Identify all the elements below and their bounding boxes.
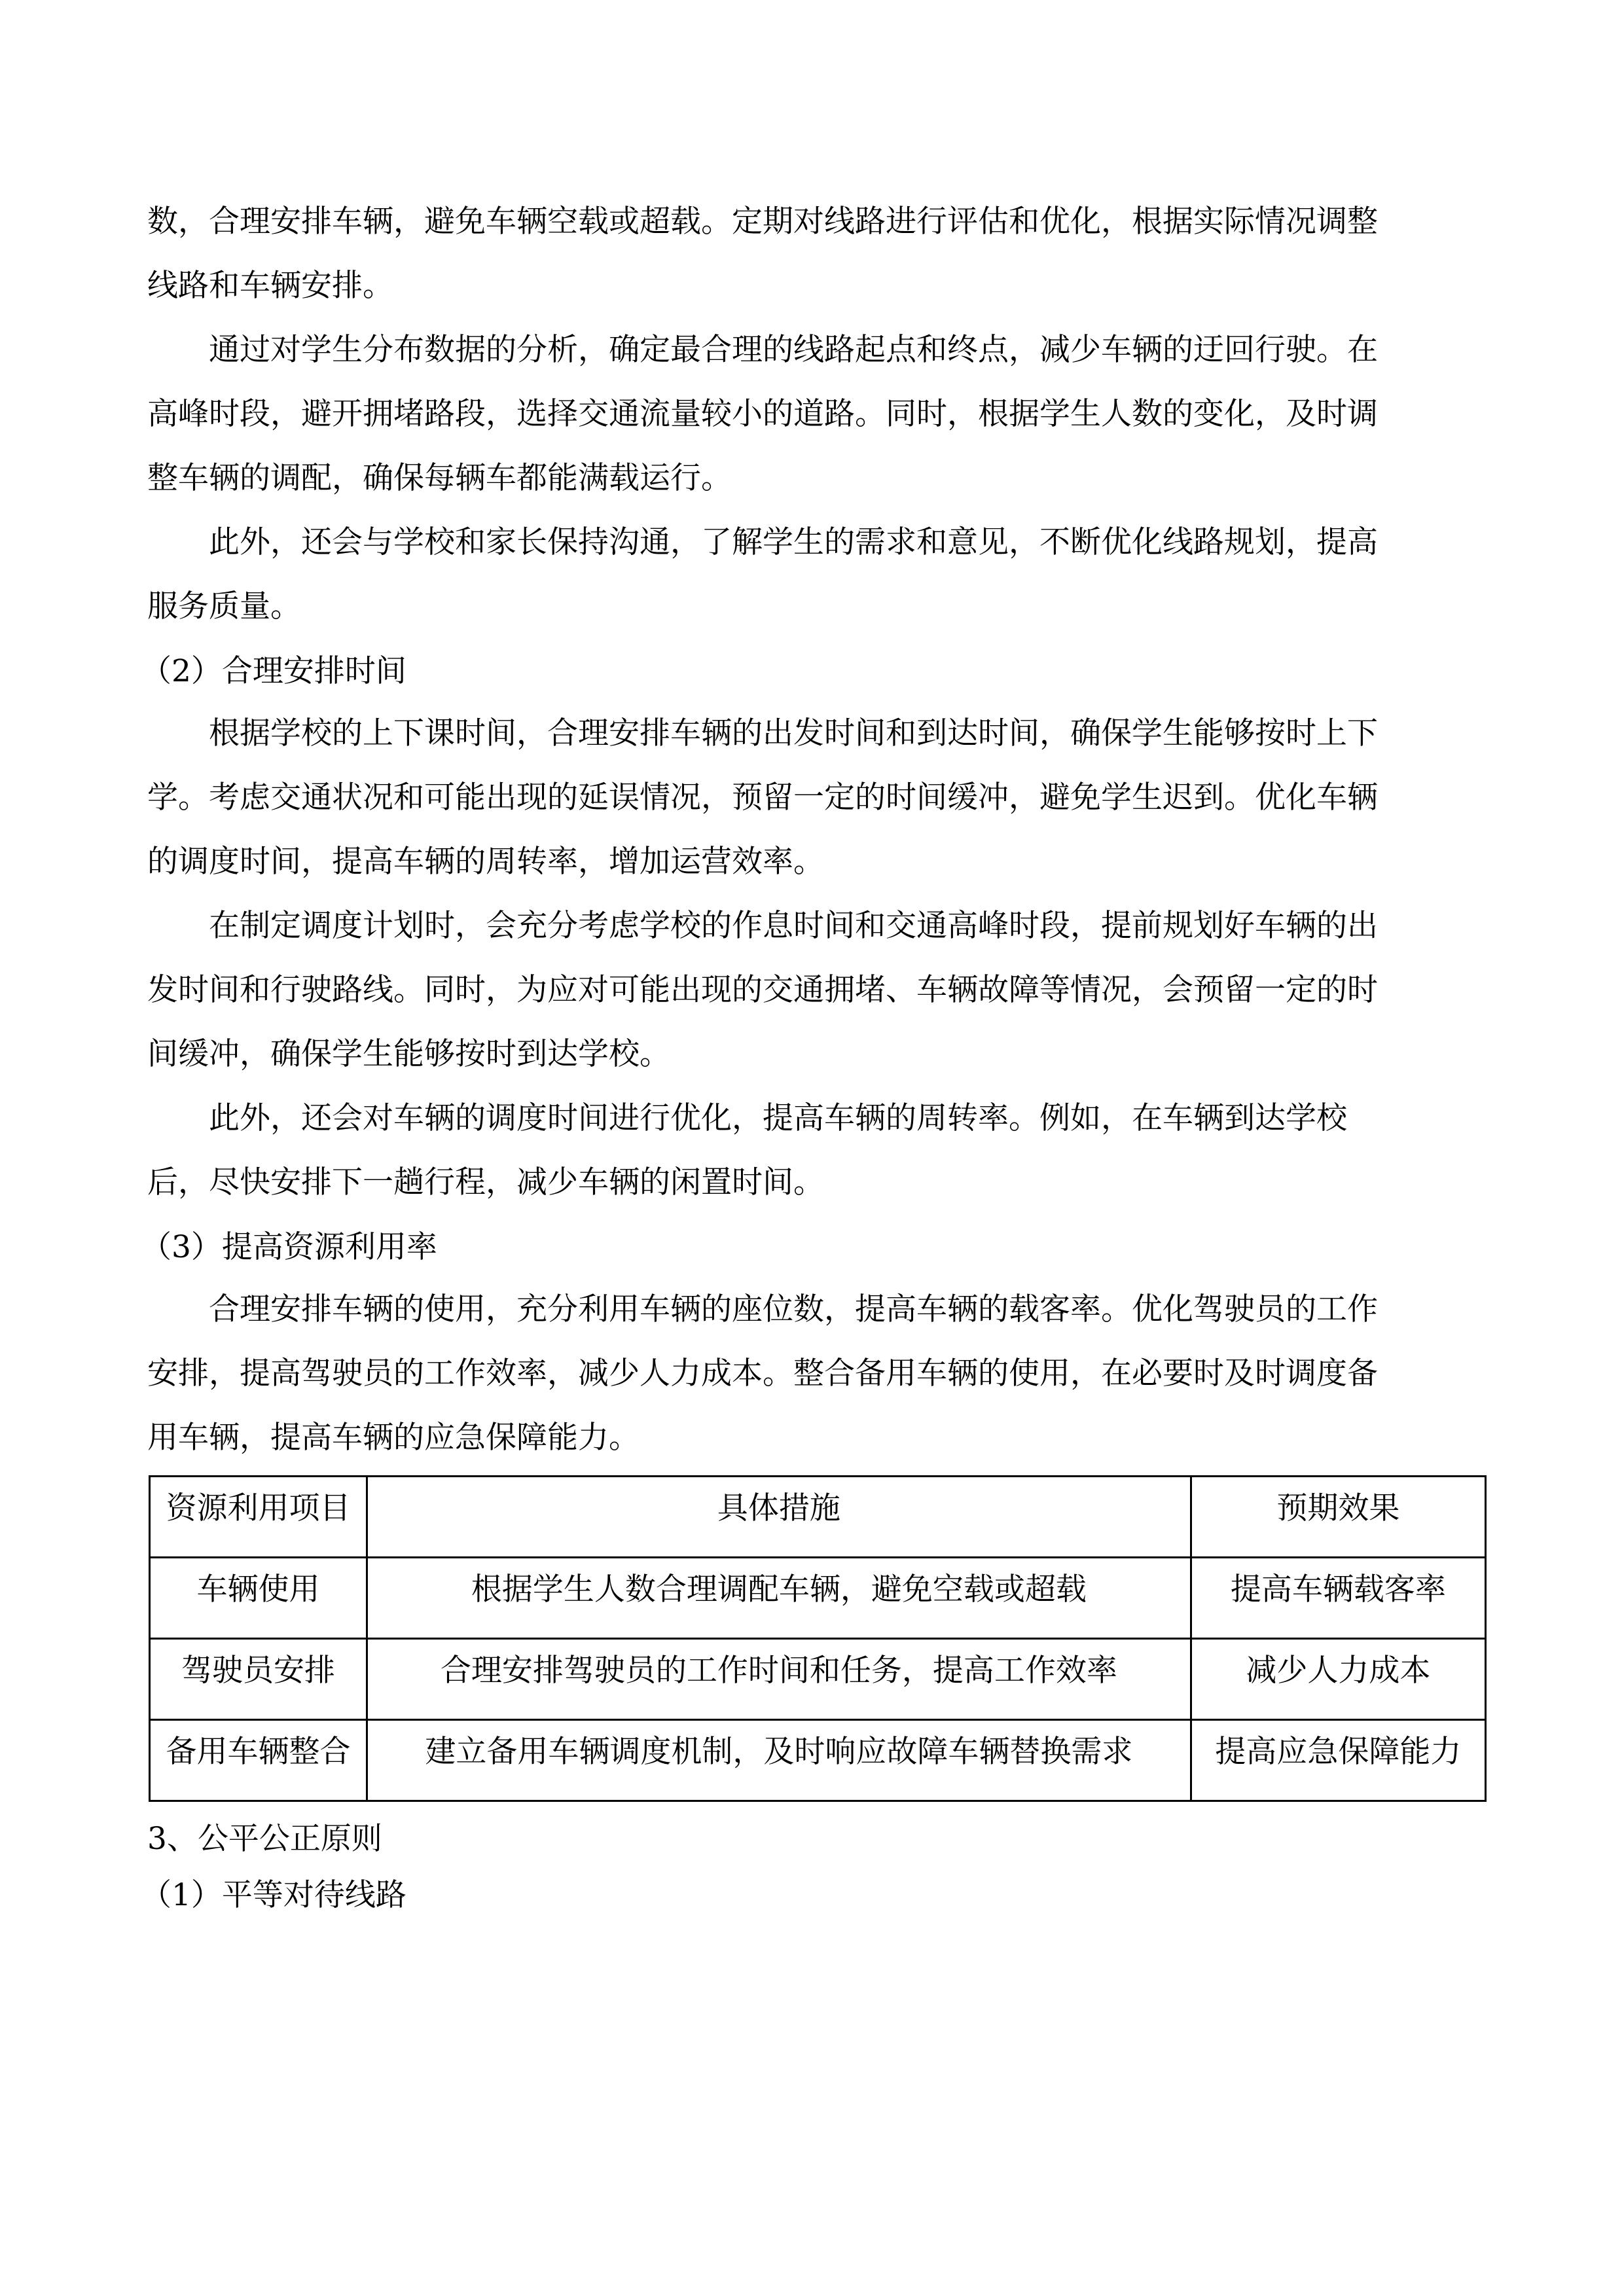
text-line: 此外，还会与学校和家长保持沟通，了解学生的需求和意见，不断优化线路规划，提高 [209, 524, 1378, 560]
text-line: 安排，提高驾驶员的工作效率，减少人力成本。整合备用车辆的使用，在必要时及时调度备 [147, 1355, 1378, 1391]
text-line: 此外，还会对车辆的调度时间进行优化，提高车辆的周转率。例如，在车辆到达学校 [209, 1100, 1347, 1136]
table-cell: 驾驶员安排 [150, 1639, 367, 1720]
text-line: 合理安排车辆的使用，充分利用车辆的座位数，提高车辆的载客率。优化驾驶员的工作 [209, 1291, 1378, 1327]
text-line: 线路和车辆安排。 [147, 268, 393, 304]
table-row [150, 1720, 1486, 1801]
table-row [150, 1558, 1486, 1639]
table-cell: 根据学生人数合理调配车辆，避免空载或超载 [367, 1558, 1191, 1639]
text-line: 后，尽快安排下一趟行程，减少车辆的闲置时间。 [147, 1164, 824, 1200]
section-schedule-time [141, 641, 1483, 1215]
text-line: 用车辆，提高车辆的应急保障能力。 [147, 1420, 640, 1456]
table-header-row [150, 1477, 1486, 1558]
table-cell: 减少人力成本 [1191, 1639, 1485, 1720]
section-heading: （3）提高资源利用率 [141, 1229, 437, 1265]
table-header-cell: 预期效果 [1191, 1477, 1485, 1558]
sub-heading: （1）平等对待线路 [141, 1877, 406, 1913]
section-resource-utilization [141, 1217, 1483, 1802]
text-line: 数，合理安排车辆，避免车辆空载或超载。定期对线路进行评估和优化，根据实际情况调整 [147, 204, 1378, 240]
table-cell: 备用车辆整合 [150, 1720, 367, 1801]
document-page [141, 0, 1483, 1924]
table-row [150, 1639, 1486, 1720]
paragraph [147, 894, 1483, 1086]
text-line: 发时间和行驶路线。同时，为应对可能出现的交通拥堵、车辆故障等情况，会预留一定的时 [147, 972, 1378, 1008]
table-cell: 车辆使用 [150, 1558, 367, 1639]
text-line: 在制定调度计划时，会充分考虑学校的作息时间和交通高峰时段，提前规划好车辆的出 [209, 908, 1378, 944]
resource-utilization-table [149, 1475, 1487, 1802]
paragraph [147, 1278, 1483, 1470]
table-cell: 合理安排驾驶员的工作时间和任务，提高工作效率 [367, 1639, 1191, 1720]
text-line: 整车辆的调配，确保每辆车都能满载运行。 [147, 460, 732, 496]
table-cell: 提高车辆载客率 [1191, 1558, 1485, 1639]
text-line: 高峰时段，避开拥堵路段，选择交通流量较小的道路。同时，根据学生人数的变化，及时调 [147, 396, 1378, 432]
table-header-cell: 资源利用项目 [150, 1477, 367, 1558]
paragraph [147, 318, 1483, 511]
text-line: 的调度时间，提高车辆的周转率，增加运营效率。 [147, 844, 824, 880]
text-line: 间缓冲，确保学生能够按时到达学校。 [147, 1036, 670, 1072]
text-line: 学。考虑交通状况和可能出现的延误情况，预留一定的时间缓冲，避免学生迟到。优化车辆 [147, 780, 1378, 816]
text-line: 服务质量。 [147, 588, 301, 624]
intro-section [147, 190, 1483, 639]
table-header-cell: 具体措施 [367, 1477, 1191, 1558]
table-cell: 提高应急保障能力 [1191, 1720, 1485, 1801]
table-cell: 建立备用车辆调度机制，及时响应故障车辆替换需求 [367, 1720, 1191, 1801]
text-line: 根据学校的上下课时间，合理安排车辆的出发时间和到达时间，确保学生能够按时上下 [209, 715, 1378, 751]
paragraph [147, 511, 1483, 639]
paragraph [147, 702, 1483, 894]
paragraph [147, 190, 1483, 318]
section-fairness-principle [141, 1811, 1483, 1924]
paragraph [147, 1086, 1483, 1215]
section-heading: 3、公平公正原则 [147, 1821, 382, 1857]
text-line: 通过对学生分布数据的分析，确定最合理的线路起点和终点，减少车辆的迂回行驶。在 [209, 332, 1378, 368]
section-heading: （2）合理安排时间 [141, 653, 406, 689]
